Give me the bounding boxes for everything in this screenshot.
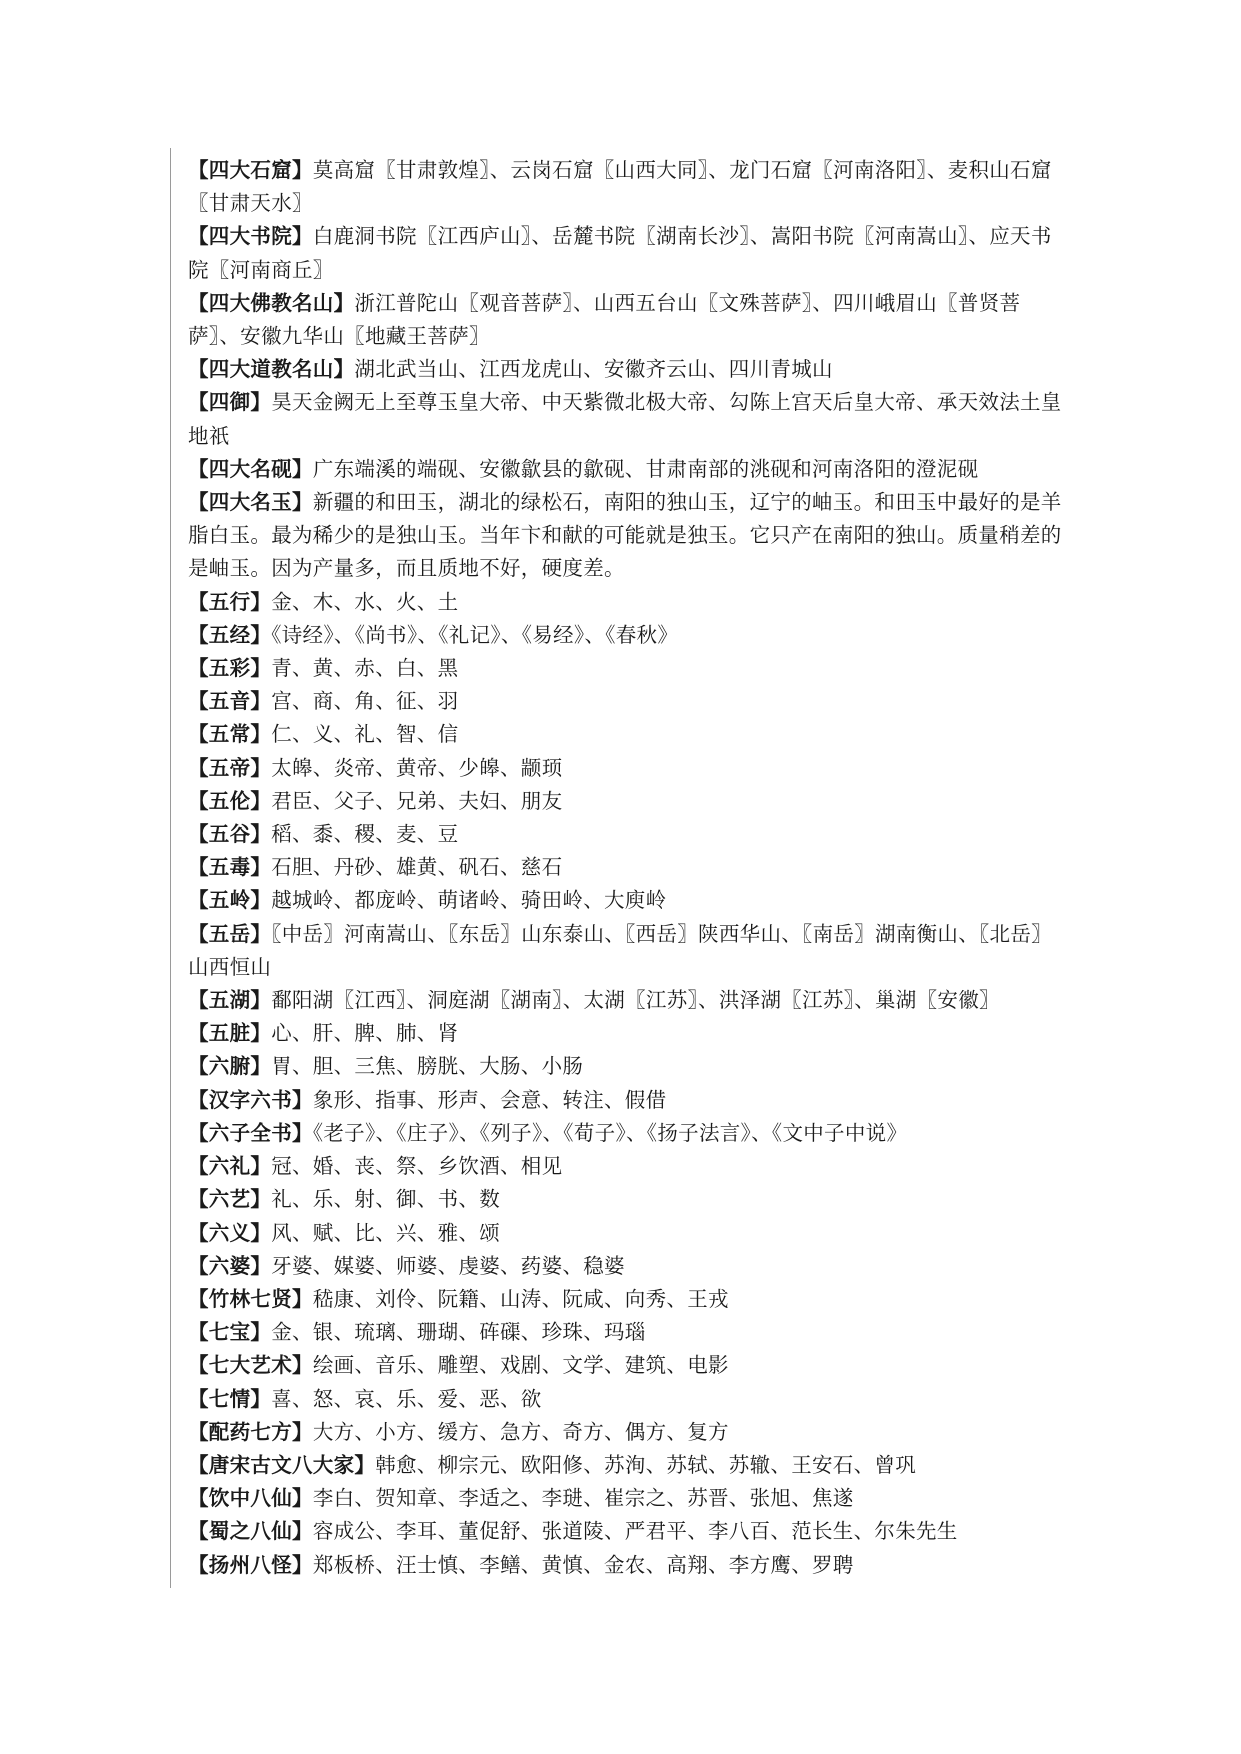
entry-text: 鄱阳湖〖江西〗、洞庭湖〖湖南〗、太湖〖江苏〗、洪泽湖〖江苏〗、巢湖〖安徽〗	[271, 988, 1000, 1013]
entry	[188, 818, 1068, 851]
entry-text: 青、黄、赤、白、黑	[271, 656, 459, 681]
entry-text: 稻、黍、稷、麦、豆	[271, 822, 459, 847]
entry-term: 【四大道教名山】	[188, 357, 355, 382]
entry	[188, 1482, 1068, 1515]
entry-term: 【蜀之八仙】	[188, 1519, 313, 1544]
entry-term: 【六艺】	[188, 1187, 272, 1212]
entry-text: 《老子》、《庄子》、《列子》、《荀子》、《扬子法言》、《文中子中说》	[312, 1120, 908, 1145]
entry-term: 【四大名玉】	[188, 490, 313, 515]
entry-text: 冠、婚、丧、祭、乡饮酒、相见	[271, 1154, 563, 1179]
entry	[188, 586, 1068, 619]
entry-term: 【饮中八仙】	[188, 1486, 313, 1511]
entry-term: 【六义】	[188, 1220, 272, 1245]
entry	[188, 1316, 1068, 1349]
entry-term: 【五毒】	[188, 855, 272, 880]
entry	[188, 752, 1068, 785]
entry-text: 风、赋、比、兴、雅、颂	[271, 1220, 501, 1245]
entry-term: 【五岭】	[188, 888, 272, 913]
entry	[188, 1050, 1068, 1083]
entry	[188, 619, 1068, 652]
entry-text: 李白、贺知章、李适之、李琎、崔宗之、苏晋、张旭、焦遂	[312, 1486, 854, 1511]
entry-term: 【五彩】	[188, 656, 272, 681]
entry-text: 金、木、水、火、土	[271, 589, 459, 614]
entry-term: 【汉字六书】	[188, 1087, 313, 1112]
entry-term: 【六婆】	[188, 1253, 272, 1278]
entry	[188, 718, 1068, 751]
entry-text: 礼、乐、射、御、书、数	[271, 1187, 501, 1212]
entry	[188, 884, 1068, 917]
entry	[188, 1449, 1068, 1482]
entry	[188, 386, 1068, 452]
entry-text: 喜、怒、哀、乐、爱、恶、欲	[271, 1386, 542, 1411]
entry	[188, 1416, 1068, 1449]
entry	[188, 1117, 1068, 1150]
entry	[188, 785, 1068, 818]
entry	[188, 1383, 1068, 1416]
entry	[188, 1250, 1068, 1283]
entry-text: 象形、指事、形声、会意、转注、假借	[312, 1087, 667, 1112]
entry-term: 【四大书院】	[188, 224, 313, 249]
entry	[188, 353, 1068, 386]
entry-term: 【竹林七贤】	[188, 1286, 313, 1311]
margin-line	[170, 148, 171, 1588]
entry-term: 【五岳】	[188, 921, 272, 946]
entry	[188, 851, 1068, 884]
entry-term: 【六子全书】	[188, 1120, 313, 1145]
entry-text: 《诗经》、《尚书》、《礼记》、《易经》、《春秋》	[271, 622, 679, 647]
entry	[188, 220, 1068, 286]
entry-term: 【五谷】	[188, 822, 272, 847]
entry	[188, 1283, 1068, 1316]
entry-term: 【四大石窟】	[188, 158, 313, 182]
entry	[188, 1183, 1068, 1216]
document-body	[188, 154, 1068, 1582]
entry-term: 【六腑】	[188, 1054, 272, 1079]
entry-term: 【唐宋古文八大家】	[188, 1452, 376, 1477]
entry-text: 白鹿洞书院〖江西庐山〗、岳麓书院〖湖南长沙〗、嵩阳书院〖河南嵩山〗、应天书院〖河南商丘〗	[188, 224, 1052, 282]
entry-term: 【六礼】	[188, 1154, 272, 1179]
entry	[188, 287, 1068, 353]
entry-term: 【四大佛教名山】	[188, 290, 355, 315]
entry-term: 【五行】	[188, 589, 272, 614]
entry	[188, 1217, 1068, 1250]
entry-text: 容成公、李耳、董促舒、张道陵、严君平、李八百、范长生、尔朱先生	[312, 1519, 958, 1544]
entry-term: 【五经】	[188, 622, 272, 647]
entry	[188, 1349, 1068, 1382]
entry-text: 宫、商、角、征、羽	[271, 689, 459, 714]
entry	[188, 453, 1068, 486]
entry-term: 【四大名砚】	[188, 456, 313, 481]
entry-text: 莫高窟〖甘肃敦煌〗、云岗石窟〖山西大同〗、龙门石窟〖河南洛阳〗、麦积山石窟〖甘肃天水〗	[188, 158, 1052, 216]
entry	[188, 685, 1068, 718]
entry-text: 湖北武当山、江西龙虎山、安徽齐云山、四川青城山	[354, 357, 833, 382]
entry-text: 广东端溪的端砚、安徽歙县的歙砚、甘肃南部的洮砚和河南洛阳的澄泥砚	[312, 456, 979, 481]
entry-text: 太皞、炎帝、黄帝、少皞、颛顼	[271, 755, 563, 780]
entry-term: 【扬州八怪】	[188, 1552, 313, 1577]
entry-text: 大方、小方、缓方、急方、奇方、偶方、复方	[312, 1419, 729, 1444]
entry-text: 石胆、丹砂、雄黄、矾石、慈石	[271, 855, 563, 880]
entry-term: 【配药七方】	[188, 1419, 313, 1444]
entry	[188, 1017, 1068, 1050]
entry-term: 【七情】	[188, 1386, 272, 1411]
entry-text: 嵇康、刘伶、阮籍、山涛、阮咸、向秀、王戎	[312, 1286, 729, 1311]
entry-term: 【七宝】	[188, 1320, 272, 1345]
entry-text: 新疆的和田玉，湖北的绿松石，南阳的独山玉，辽宁的岫玉。和田玉中最好的是羊脂白玉。最为稀少的是独山玉。当年卞和献的可能就是独玉。它只产在南阳的独山。质量稍差的是岫玉。因为产量多，而且质地不好，硬度差。	[188, 490, 1062, 581]
entry-term: 【七大艺术】	[188, 1353, 313, 1378]
entry-term: 【五伦】	[188, 788, 272, 813]
entry-term: 【五音】	[188, 689, 272, 714]
entry-text: 金、银、琉璃、珊瑚、砗磲、珍珠、玛瑙	[271, 1320, 646, 1345]
entry-text: 〖中岳〗河南嵩山、〖东岳〗山东泰山、〖西岳〗陕西华山、〖南岳〗湖南衡山、〖北岳〗山西恒山	[188, 921, 1052, 979]
entry	[188, 486, 1068, 586]
entry-text: 越城岭、都庞岭、萌诸岭、骑田岭、大庾岭	[271, 888, 667, 913]
entry-text: 仁、义、礼、智、信	[271, 722, 459, 747]
entry	[188, 652, 1068, 685]
entry-text: 胃、胆、三焦、膀胱、大肠、小肠	[271, 1054, 584, 1079]
entry	[188, 1549, 1068, 1582]
entry-term: 【五湖】	[188, 988, 272, 1013]
entry-text: 昊天金阙无上至尊玉皇大帝、中天紫微北极大帝、勾陈上宫天后皇大帝、承天效法土皇地祇	[188, 390, 1062, 448]
entry-text: 牙婆、媒婆、师婆、虔婆、药婆、稳婆	[271, 1253, 625, 1278]
entry-text: 心、肝、脾、肺、肾	[271, 1021, 459, 1046]
entry	[188, 1084, 1068, 1117]
entry-text: 浙江普陀山〖观音菩萨〗、山西五台山〖文殊菩萨〗、四川峨眉山〖普贤菩萨〗、安徽九华山〖地藏王菩萨〗	[188, 290, 1021, 349]
entry-term: 【五帝】	[188, 755, 272, 780]
entry	[188, 918, 1068, 984]
entry-text: 郑板桥、汪士慎、李鳝、黄慎、金农、高翔、李方鹰、罗聘	[312, 1552, 854, 1577]
entry	[188, 154, 1068, 220]
entry-term: 【五脏】	[188, 1021, 272, 1046]
entry	[188, 984, 1068, 1017]
entry-term: 【五常】	[188, 722, 272, 747]
entry-text: 君臣、父子、兄弟、夫妇、朋友	[271, 788, 563, 813]
entry	[188, 1515, 1068, 1548]
entry	[188, 1150, 1068, 1183]
entry-text: 绘画、音乐、雕塑、戏剧、文学、建筑、电影	[312, 1353, 729, 1378]
entry-text: 韩愈、柳宗元、欧阳修、苏洵、苏轼、苏辙、王安石、曾巩	[375, 1452, 917, 1477]
entry-term: 【四御】	[188, 390, 272, 415]
